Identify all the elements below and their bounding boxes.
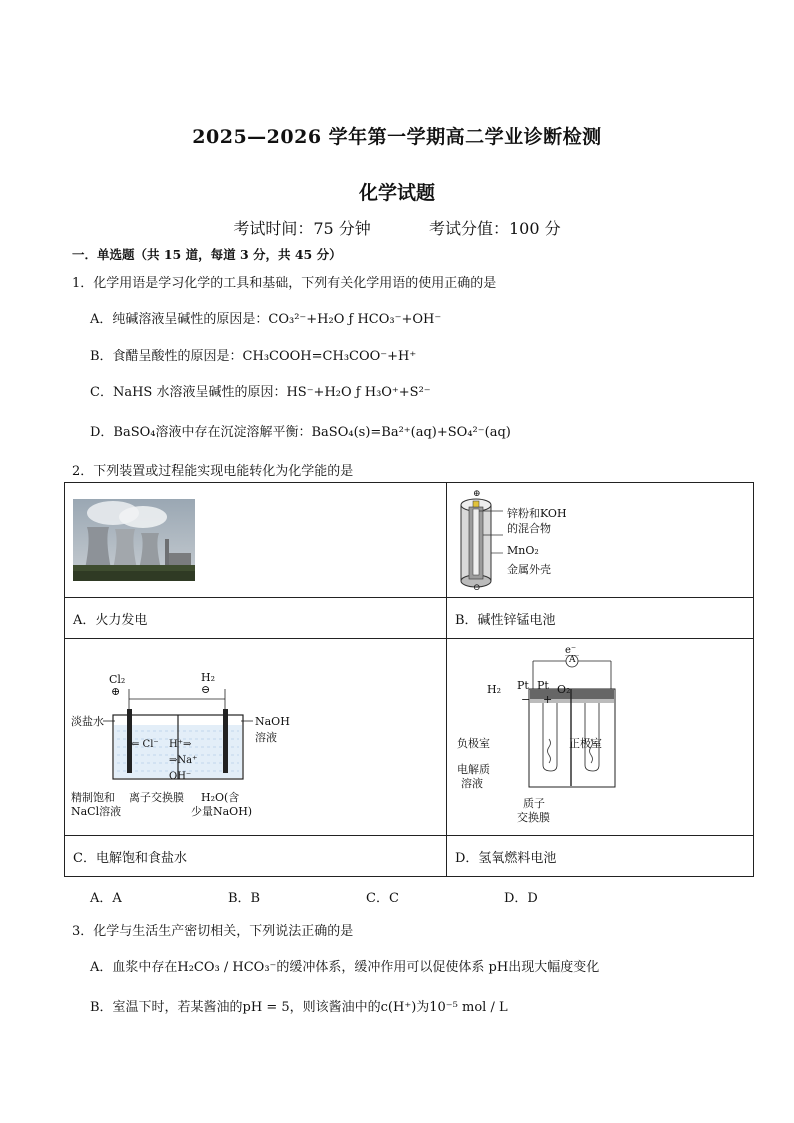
q1-option-d: D．BaSO₄溶液中存在沉淀溶解平衡：BaSO₄(s)=Ba²⁺(aq)+SO₄²⁻(aq) xyxy=(90,425,511,440)
electrolysis-cell xyxy=(65,639,447,836)
q2-choices xyxy=(90,887,642,906)
q1-option-a: A．纯碱溶液呈碱性的原因是：CO₃²⁻+H₂O ƒ HCO₃⁻+OH⁻ xyxy=(90,312,442,327)
q3-option-b: B．室温下时，若某酱油的pH = 5，则该酱油中的c(H⁺)为10⁻⁵ mol / L xyxy=(90,1000,508,1015)
refined-brine-label-1: 精制饱和 xyxy=(71,791,115,804)
fuel-o2-label: O₂ xyxy=(557,683,571,696)
dilute-brine-label: 淡盐水 xyxy=(71,715,104,728)
q2-option-table xyxy=(64,482,754,877)
anode-plus-icon: ⊕ xyxy=(111,685,121,698)
battery-minus-icon: ⊖ xyxy=(473,583,481,593)
positive-sign: + xyxy=(543,693,553,706)
option-d-label: D．氢氧燃料电池 xyxy=(447,836,754,877)
na-ion-label: ⇒Na⁺ xyxy=(169,755,198,766)
proton-membrane-label-2: 交换膜 xyxy=(517,811,550,824)
battery-label-mno2: MnO₂ xyxy=(507,544,539,557)
exam-info xyxy=(0,216,794,239)
exam-subject: 化学试题 xyxy=(358,182,435,204)
fuel-cell-diagram xyxy=(507,655,647,805)
battery-label-zinc: 锌粉和KOH xyxy=(507,507,567,520)
q1-option-c: C．NaHS 水溶液呈碱性的原因：HS⁻+H₂O ƒ H₃O⁺+S²⁻ xyxy=(90,385,431,400)
refined-brine-label-2: NaCl溶液 xyxy=(71,805,122,818)
q2-choice-b: B．B xyxy=(228,891,261,906)
pt-electrode-1: Pt xyxy=(517,679,529,692)
q1-stem: 1．化学用语是学习化学的工具和基础，下列有关化学用语的使用正确的是 xyxy=(72,276,497,291)
electron-label: e⁻ xyxy=(565,645,577,656)
q2-choice-c: C．C xyxy=(366,891,399,906)
ion-membrane-label: 离子交换膜 xyxy=(129,791,184,804)
electrolyte-label-2: 溶液 xyxy=(461,777,483,790)
h-ion-label: H⁺⇒ xyxy=(169,739,192,750)
option-a-label: A．火力发电 xyxy=(65,598,447,639)
q2-stem: 2．下列装置或过程能实现电能转化为化学能的是 xyxy=(72,464,354,479)
alkaline-battery-diagram xyxy=(447,483,747,595)
exam-score: 考试分值：100 分 xyxy=(429,219,561,238)
fuel-cell-cell xyxy=(447,639,754,836)
naoh-solution-label: 溶液 xyxy=(255,731,277,744)
pt-electrode-2: Pt xyxy=(537,679,549,692)
water-inlet-label-2: 少量NaOH) xyxy=(191,805,253,818)
water-inlet-label-1: H₂O(含 xyxy=(201,791,240,804)
cathode-minus-icon: ⊖ xyxy=(201,683,211,696)
ammeter-icon: A xyxy=(569,655,576,665)
exam-time: 考试时间：75 分钟 xyxy=(233,219,371,238)
power-plant-image xyxy=(73,499,195,581)
q2-choice-a: A．A xyxy=(90,891,122,906)
fuel-h2-label: H₂ xyxy=(487,683,502,696)
battery-plus-icon: ⊕ xyxy=(473,489,481,499)
q1-option-b: B．食醋呈酸性的原因是：CH₃COOH=CH₃COO⁻+H⁺ xyxy=(90,349,417,364)
h2-label: H₂ xyxy=(201,671,216,684)
q3-option-a: A．血浆中存在H₂CO₃ / HCO₃⁻的缓冲体系，缓冲作用可以促使体系 pH出现大幅度变化 xyxy=(90,960,600,975)
battery-label-shell: 金属外壳 xyxy=(507,563,551,576)
exam-title: 2025—2026 学年第一学期高二学业诊断检测 xyxy=(192,126,602,148)
negative-chamber-label: 负极室 xyxy=(457,737,490,750)
q3-stem: 3．化学与生活生产密切相关，下列说法正确的是 xyxy=(72,924,354,939)
negative-sign: − xyxy=(521,693,531,706)
oh-ion-label: OH⁻ xyxy=(169,771,192,782)
battery-cell xyxy=(447,483,754,598)
cl-ion-label: ⇐ Cl⁻ xyxy=(131,739,159,750)
option-c-label: C．电解饱和食盐水 xyxy=(65,836,447,877)
positive-chamber-label: 正极室 xyxy=(569,737,602,750)
electrolyte-label-1: 电解质 xyxy=(457,763,490,776)
power-plant-cell xyxy=(65,483,447,598)
q2-choice-d: D．D xyxy=(504,891,538,906)
section-heading: 一．单选题（共 15 道，每道 3 分，共 45 分） xyxy=(72,247,342,262)
cl2-label: Cl₂ xyxy=(109,673,126,686)
proton-membrane-label-1: 质子 xyxy=(523,797,545,810)
option-b-label: B．碱性锌锰电池 xyxy=(447,598,754,639)
battery-label-mixture: 的混合物 xyxy=(507,522,551,535)
naoh-label: NaOH xyxy=(255,715,290,728)
